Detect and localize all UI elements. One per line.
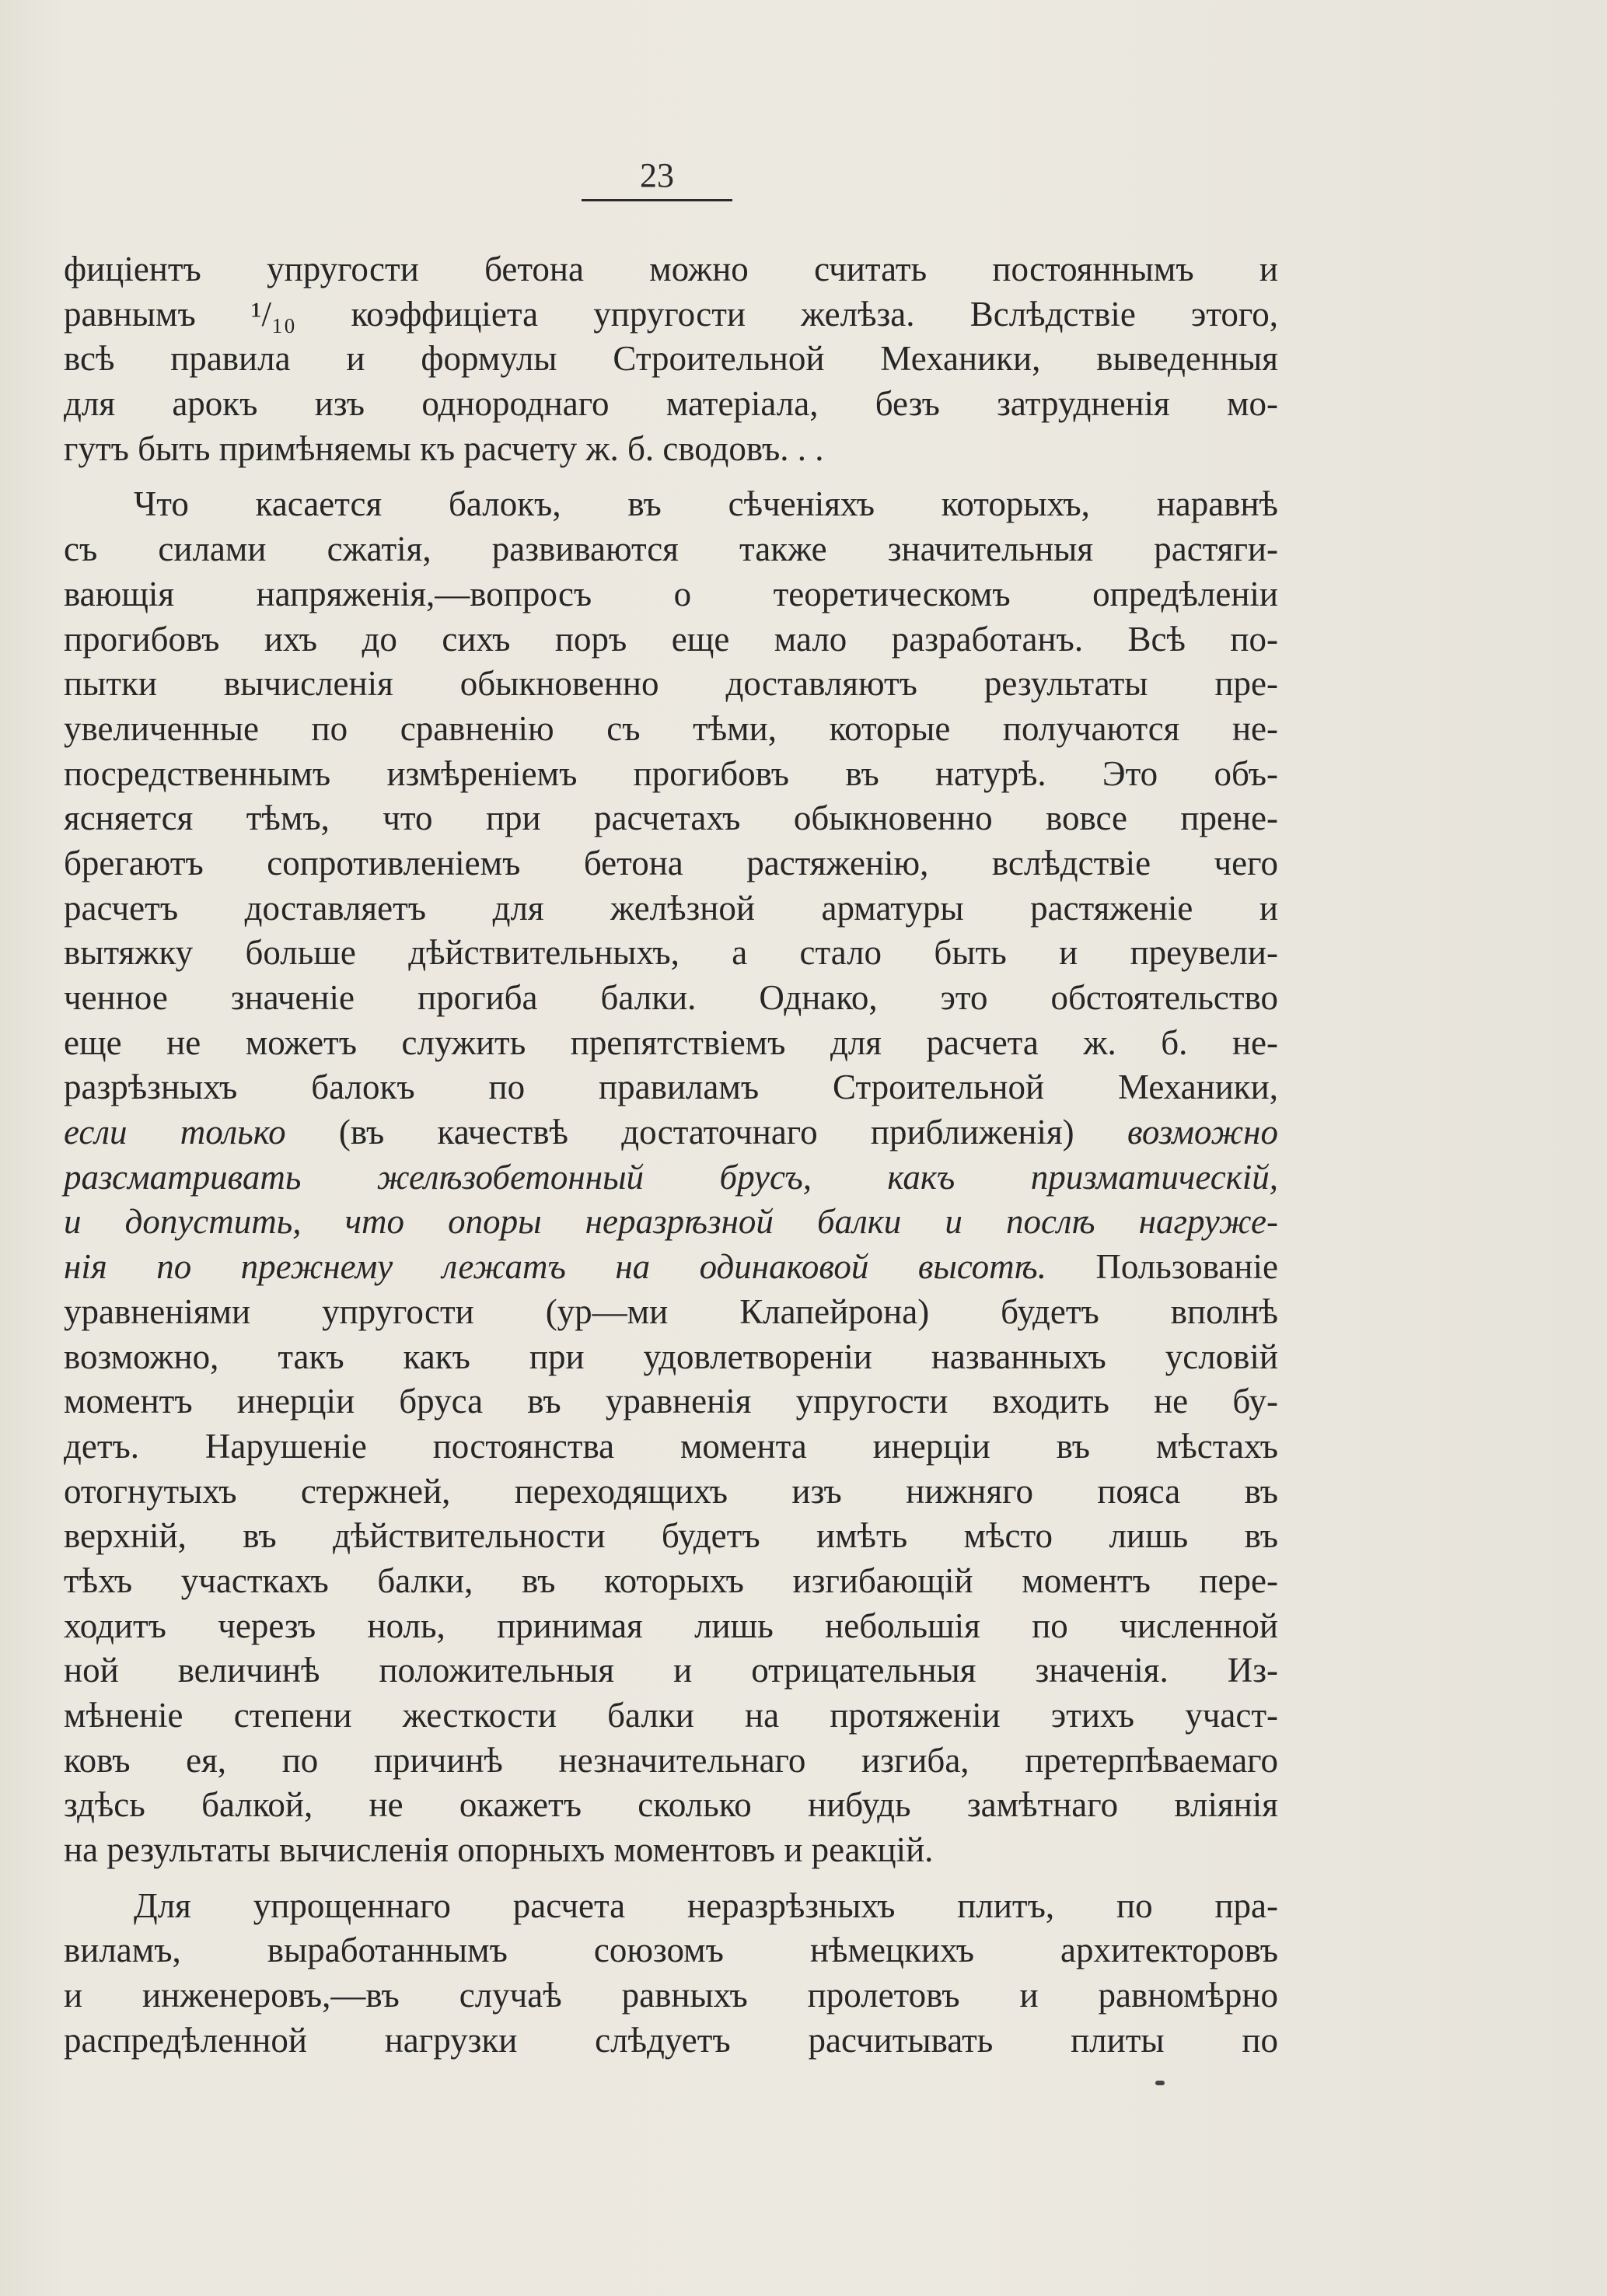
text-line: виламъ, выработаннымъ союзомъ нѣмецкихъ архитекторовъ [64, 1931, 1278, 1970]
text-line: тѣхъ участкахъ балки, въ которыхъ изгибающій моментъ пере- [64, 1560, 1278, 1600]
text-line: для арокъ изъ однороднаго матеріала, безъ затрудненія мо- [64, 384, 1278, 424]
paragraph-gap [64, 471, 1278, 482]
text-line-mixed [64, 1245, 1278, 1290]
text-line: гутъ быть примѣняемы къ расчету ж. б. сводовъ. . . [64, 428, 824, 468]
text-line: мѣненіе степени жесткости балки на протяженіи этихъ участ- [64, 1696, 1278, 1735]
ink-speck [1155, 2081, 1165, 2085]
text-line: Что касается балокъ, въ сѣченіяхъ которыхъ, наравнѣ [134, 484, 1278, 524]
text-line: всѣ правила и формулы Строительной Механики, выведенныя [64, 339, 1278, 379]
text-line: фиціентъ упругости бетона можно считать постояннымъ и [64, 250, 1278, 288]
body-text [64, 247, 1278, 2064]
text-line: разрѣзныхъ балокъ по правиламъ Строительной Механики, [64, 1068, 1278, 1107]
text-line: верхній, въ дѣйствительности будетъ имѣть мѣсто лишь въ [64, 1516, 1278, 1556]
normal-span: (въ качествѣ достаточнаго приближенія) [285, 1113, 1127, 1152]
italic-span: возможно [1127, 1113, 1278, 1152]
text-line: ковъ ея, по причинѣ незначительнаго изгиба, претерпѣваемаго [64, 1740, 1278, 1780]
text-line: возможно, такъ какъ при удовлетвореніи названныхъ условій [64, 1337, 1278, 1376]
text-line: посредственнымъ измѣреніемъ прогибовъ въ натурѣ. Это объ- [64, 753, 1278, 793]
normal-span: Пользованіе [1046, 1247, 1278, 1287]
text-line-mixed [64, 1110, 1278, 1155]
text-line: ходитъ черезъ ноль, принимая лишь небольшія по численной [64, 1606, 1278, 1645]
page-number: 23 [640, 156, 674, 194]
text-line-italic: и допустить, что опоры неразрѣзной балки и послѣ нагруже- [64, 1202, 1278, 1242]
text-line: вытяжку больше дѣйствительныхъ, а стало быть и преувели- [64, 933, 1278, 973]
text-line: на результаты вычисленія опорныхъ моментовъ и реакцій. [64, 1830, 934, 1870]
text-line: распредѣленной нагрузки слѣдуетъ расчитывать плиты по [64, 2020, 1278, 2060]
text-line: еще не можетъ служить препятствіемъ для расчета ж. б. не- [64, 1022, 1278, 1062]
text-line-italic: разсматривать желѣзобетонный брусъ, какъ призматическій, [64, 1157, 1278, 1197]
text-line: расчетъ доставляетъ для желѣзной арматуры растяженіе и [64, 888, 1278, 928]
italic-span: нія по прежнему лежатъ на одинаковой высотѣ. [64, 1247, 1046, 1287]
text-line: ченное значеніе прогиба балки. Однако, это обстоятельство [64, 978, 1278, 1017]
text-line: ной величинѣ положительныя и отрицательныя значенія. Из- [64, 1651, 1278, 1690]
text-line: уравненіями упругости (ур—ми Клапейрона) будетъ вполнѣ [64, 1291, 1278, 1331]
text-line: здѣсь балкой, не окажетъ сколько нибудь замѣтнаго вліянія [64, 1785, 1278, 1825]
text-line: пытки вычисленія обыкновенно доставляютъ результаты пре- [64, 664, 1278, 704]
text-line: детъ. Нарушеніе постоянства момента инерціи въ мѣстахъ [64, 1426, 1278, 1466]
italic-span: если только [64, 1113, 286, 1152]
text-line: равнымъ ¹/₁₀ коэффиціета упругости желѣза. Вслѣдствіе этого, [64, 294, 1278, 334]
text-line: брегаютъ сопротивленіемъ бетона растяженію, вслѣдствіе чего [64, 843, 1278, 882]
text-line: ясняется тѣмъ, что при расчетахъ обыкновенно вовсе прене- [64, 799, 1278, 838]
text-line: и инженеровъ,—въ случаѣ равныхъ пролетовъ и равномѣрно [64, 1976, 1278, 2015]
text-line: моментъ инерціи бруса въ уравненія упругости входить не бу- [64, 1382, 1278, 1421]
paragraph-gap [64, 1873, 1278, 1884]
header-rule [582, 199, 732, 201]
text-line: увеличенные по сравненію съ тѣми, которые получаются не- [64, 708, 1278, 748]
text-line: съ силами сжатія, развиваются также значительныя растяги- [64, 529, 1278, 569]
text-line: отогнутыхъ стержней, переходящихъ изъ нижняго пояса въ [64, 1471, 1278, 1511]
text-line: вающія напряженія,—вопросъ о теоретическомъ опредѣленіи [64, 574, 1278, 613]
text-line: прогибовъ ихъ до сихъ поръ еще мало разработанъ. Всѣ по- [64, 619, 1278, 659]
text-line: Для упрощеннаго расчета неразрѣзныхъ плитъ, по пра- [134, 1885, 1278, 1925]
